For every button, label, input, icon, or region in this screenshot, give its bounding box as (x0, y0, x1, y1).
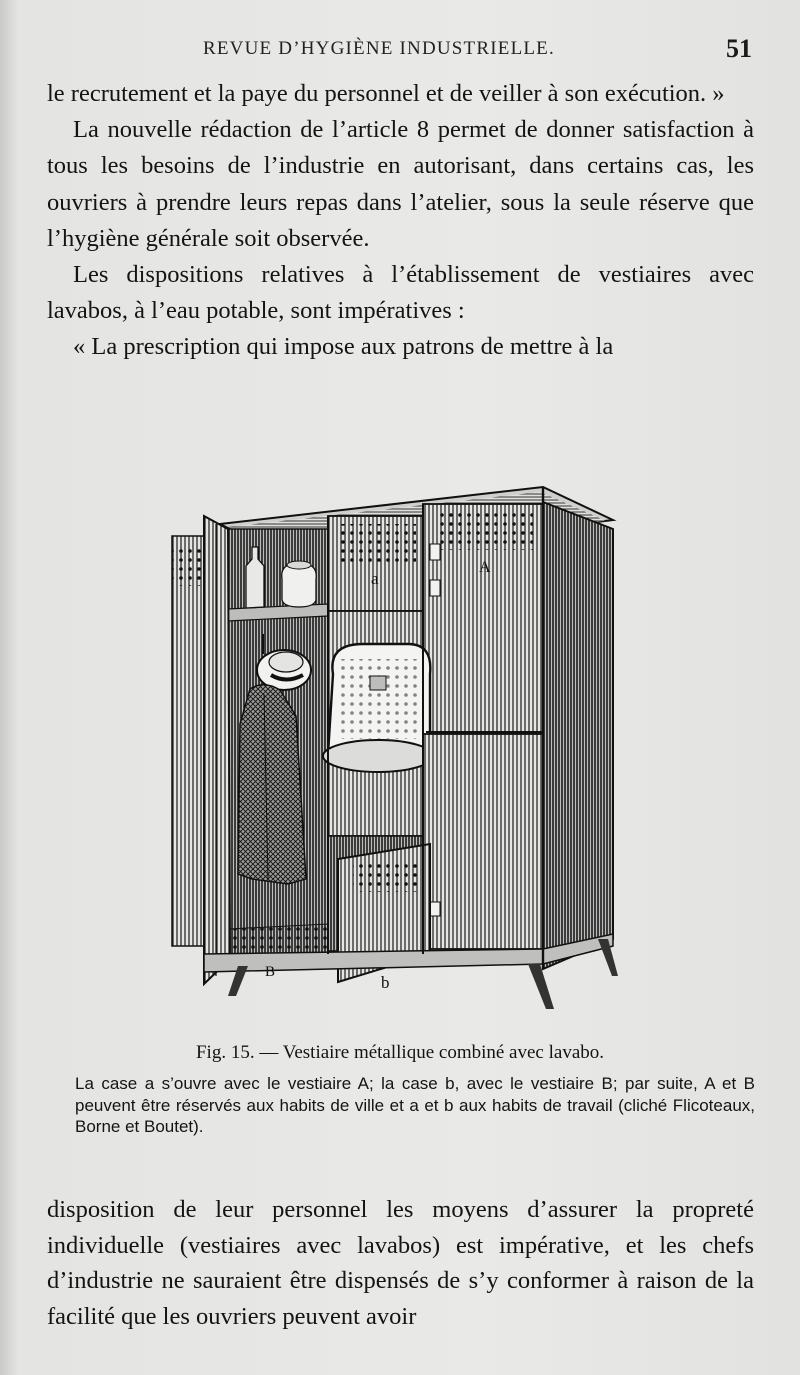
label-B-large: B (265, 964, 276, 980)
label-a-small: a (371, 569, 379, 588)
body-text-top (47, 76, 754, 366)
figure-legend: La case a s’ouvre avec le vestiaire A; la case b, avec le vestiaire B; par suite, A et B peuvent être réservés aux habits de ville et a et b aux habits de travail (cliché Flicoteaux, Borne et Boutet). (75, 1074, 755, 1136)
running-title: REVUE D’HYGIÈNE INDUSTRIELLE. (203, 38, 555, 59)
paragraph-article-8: La nouvelle rédaction de l’article 8 permet de donner satisfaction à tous les besoins de l’industrie en autorisant, dans certains cas, les ouvriers à prendre leurs repas dans l’atelier, sous la seule réserve que l’hygiène générale soit observée. (47, 116, 754, 252)
label-b-small: b (381, 973, 390, 992)
figure-caption: Fig. 15. — Vestiaire métallique combiné avec lavabo. (195, 1042, 605, 1063)
running-head (0, 34, 800, 68)
paragraph-continuation: le recrutement et la paye du personnel et de veiller à son exécution. » (47, 80, 725, 107)
paragraph-prescription: « La prescription qui impose aux patrons de mettre à la (73, 333, 614, 361)
label-A-large: A (479, 559, 491, 576)
body-text-bottom (47, 1192, 754, 1334)
page-number: 51 (726, 34, 752, 63)
paragraph-continuation-bottom: disposition de leur personnel les moyens d’assurer la propreté individuelle (vestiaires avec lavabos) est impérative, et les chefs d’industrie ne sauraient être dispensés de s’y conformer à raison de la facilité que les ouvriers peuvent avoir (47, 1196, 754, 1330)
figure-vestiaire-engraving (168, 484, 638, 1020)
paragraph-dispositions: Les dispositions relatives à l’établissement de vestiaires avec lavabos, à l’eau potable, sont impératives : (47, 261, 754, 325)
